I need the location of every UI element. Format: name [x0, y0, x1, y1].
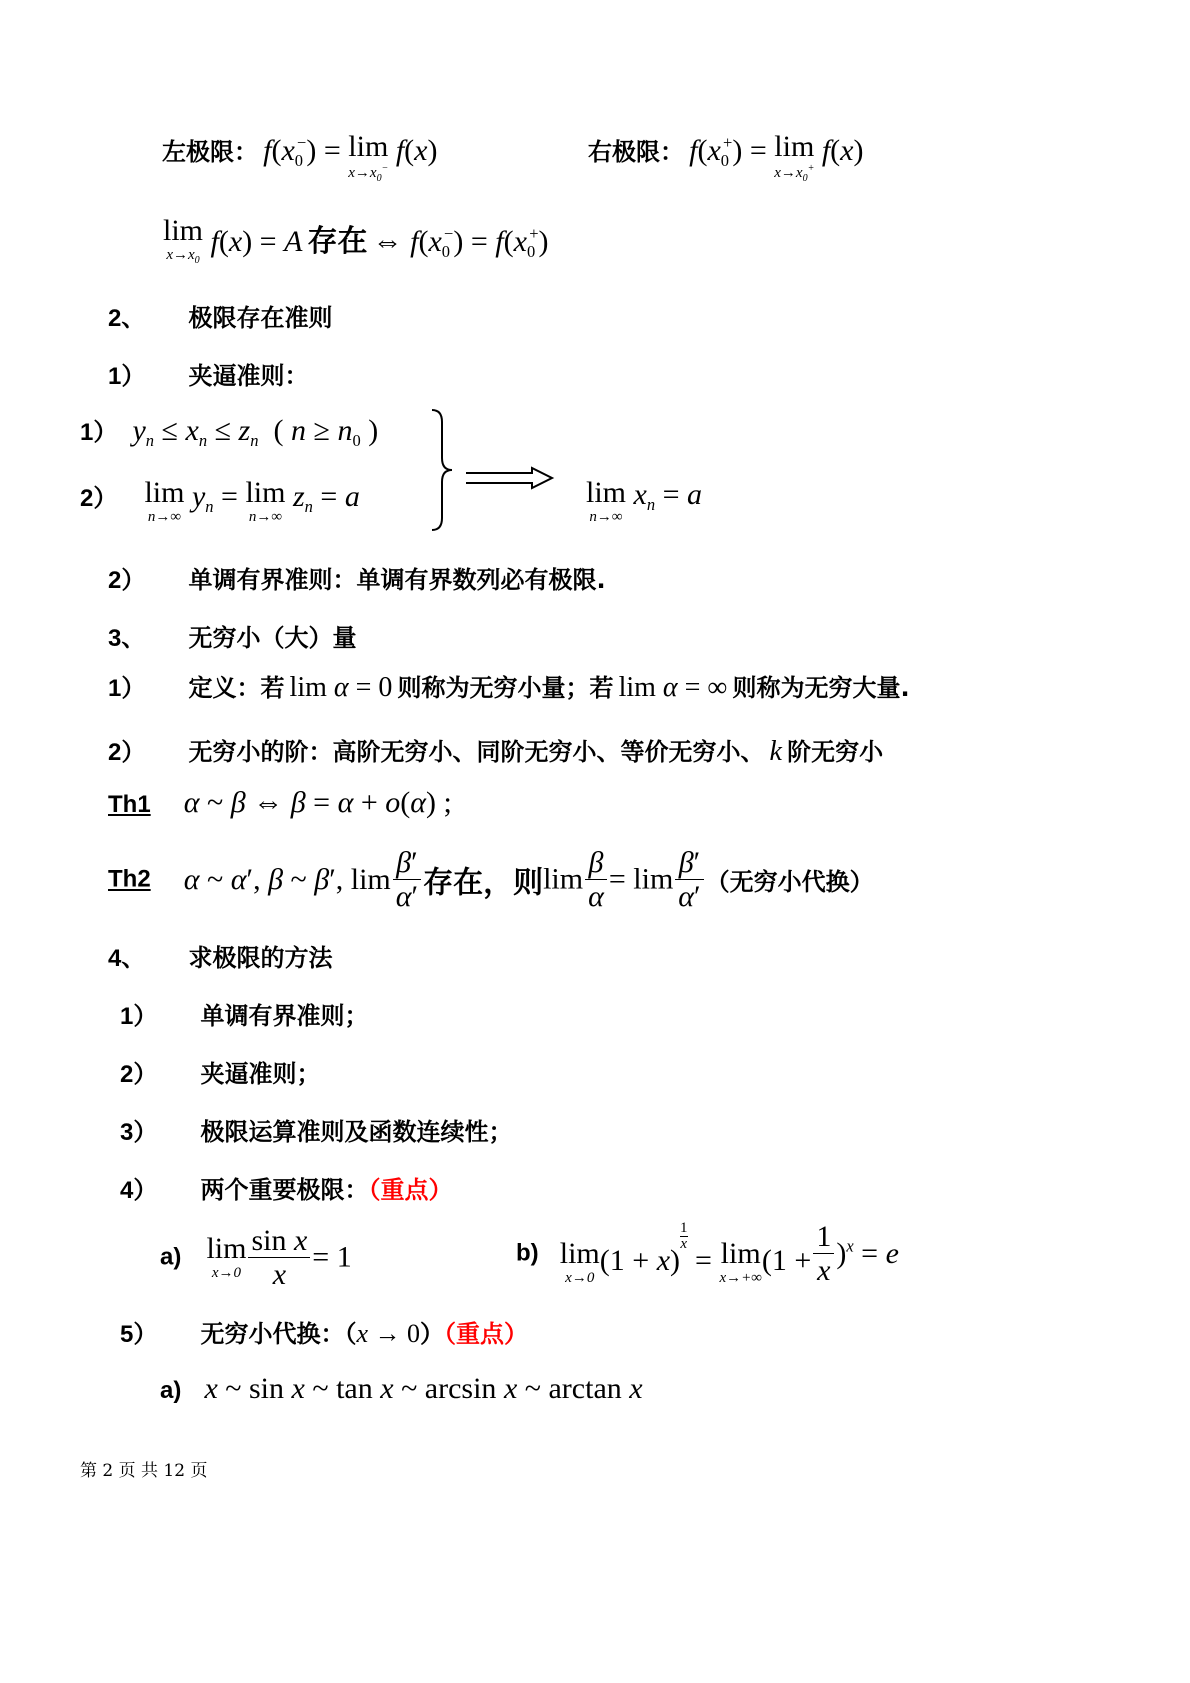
squeeze-heading	[108, 356, 308, 391]
lim-alpha-infinity: lim α = ∞	[618, 672, 728, 703]
order-text-b: 阶无穷小	[787, 738, 884, 766]
definition-text-a: 定义：若	[188, 674, 285, 702]
theorem-1-formula: α ~ β ⇔ β = α + o(α) ;	[183, 786, 452, 819]
limit-a-lim: lim x→0	[206, 1232, 247, 1281]
right-limit-label: 右极限：	[588, 138, 684, 166]
item-text: 极限运算准则及函数连续性；	[200, 1118, 513, 1146]
item-text: 无穷小代换：（	[200, 1320, 357, 1348]
item-text: 夹逼准则；	[200, 1060, 321, 1088]
monotone-bounded-line	[108, 560, 606, 595]
equivalence-formula: x ~ sin x ~ tan x ~ arcsin x ~ arctan x	[204, 1372, 643, 1405]
item-number: 2）	[108, 567, 146, 594]
theorem-2	[108, 846, 874, 913]
definition-text-b: 则称为无穷小量；若	[397, 674, 614, 702]
item-text: 单调有界准则：单调有界数列必有极限.	[188, 566, 606, 594]
exists-then-text: 存在，则	[423, 865, 544, 901]
section-title: 极限存在准则	[188, 304, 333, 332]
limit-b-formula-b: )$^x$ = e	[836, 1236, 899, 1270]
limit-a-result: = 1	[312, 1240, 352, 1274]
key-point-note: （重点）	[444, 1320, 528, 1348]
condition-2-formula: lim n→∞ $y_n = \lim$ n→∞ $z_n = a$	[144, 476, 360, 525]
item-number: 3）	[120, 1119, 158, 1146]
fraction: $\frac{\beta'}{\alpha'}$	[393, 846, 421, 913]
important-limit-a	[160, 1224, 352, 1291]
fraction: $\frac{\beta}{\alpha}$	[585, 846, 607, 913]
method-1	[120, 996, 368, 1031]
section-title: 求极限的方法	[188, 944, 333, 972]
theorem-1	[108, 786, 452, 820]
section-title: 无穷小（大）量	[188, 624, 357, 652]
left-limit-label: 左极限：	[162, 138, 258, 166]
right-limit-row	[588, 132, 864, 184]
infinitesimal-order	[108, 732, 883, 768]
page-footer: 第 2 页 共 12 页	[80, 1461, 208, 1481]
method-4	[120, 1170, 452, 1205]
sub-label: b)	[516, 1239, 539, 1267]
sub-label: a)	[160, 1377, 182, 1404]
condition-number: 1）	[80, 419, 118, 446]
section-4-heading	[108, 938, 332, 973]
item-number: 1）	[108, 363, 146, 390]
important-limit-b	[516, 1220, 899, 1287]
infinitesimal-definition	[108, 668, 910, 704]
right-limit-formula: $f(x_0^+) = \lim$ $x\to x_0^+$ f(x)	[689, 130, 864, 184]
k-symbol: k	[769, 736, 782, 767]
squeeze-condition-1	[80, 412, 378, 451]
right-brace-icon	[428, 408, 458, 532]
squeeze-conclusion	[586, 478, 702, 525]
theorem-2-lim: lim	[543, 862, 584, 896]
fraction: $\frac{1}{x}$	[813, 1220, 834, 1287]
x-to-zero: x → 0	[356, 1319, 420, 1348]
squeeze-condition-2	[80, 478, 360, 525]
section-number: 3、	[108, 625, 146, 652]
key-point-note: （重点）	[368, 1176, 453, 1204]
item-text-close: ）	[420, 1320, 444, 1348]
conclusion-formula: lim n→∞ $x_n = a$	[586, 476, 703, 525]
item-number: 1）	[108, 675, 146, 702]
condition-1-formula: $y_n \le x_n \le z_n$ ( $n \ge n_0$ )	[132, 414, 379, 450]
item-text: 单调有界准则；	[200, 1002, 369, 1030]
limit-b-formula-a: lim x→0 (1 + x) $^{\frac{1}{x}}$ = lim x→+∞ (1 +	[559, 1219, 812, 1287]
sub-label: a)	[160, 1243, 182, 1271]
order-text-a: 无穷小的阶：高阶无穷小、同阶无穷小、等价无穷小、	[188, 738, 765, 766]
section-number: 4、	[108, 945, 146, 972]
exists-word: 存在	[307, 224, 368, 259]
definition-text-c: 则称为无穷大量.	[732, 674, 910, 702]
method-5	[120, 1314, 528, 1349]
section-3-heading	[108, 618, 356, 653]
item-text: 两个重要极限：	[200, 1176, 369, 1204]
left-limit-formula: $f(x_0^-) = \lim$ $x\to x_0^-$ f(x)	[263, 130, 438, 184]
fraction: $\frac{\text{sin x}}{x}$	[248, 1224, 310, 1291]
lim-alpha-zero: lim α = 0	[289, 672, 393, 703]
implies-arrow-icon	[466, 466, 556, 490]
item-number: 2）	[108, 739, 146, 766]
item-number: 1）	[120, 1003, 158, 1030]
condition-number: 2）	[80, 485, 118, 512]
fraction: $\frac{\beta'}{\alpha'}$	[675, 846, 703, 913]
theorem-label: Th1	[108, 791, 151, 818]
item-title: 夹逼准则：	[188, 362, 309, 390]
section-2-heading	[108, 298, 332, 333]
method-2	[120, 1054, 320, 1089]
item-number: 5）	[120, 1321, 158, 1348]
method-3	[120, 1112, 512, 1147]
item-number: 4）	[120, 1177, 158, 1204]
equivalence-chain	[160, 1372, 643, 1406]
theorem-2-formula-a: α ~ α′, β ~ β′, lim	[183, 862, 391, 896]
item-number: 2）	[120, 1061, 158, 1088]
substitution-note: （无穷小代换）	[705, 868, 874, 896]
theorem-label: Th2	[108, 865, 151, 893]
limit-exists-formula-b: ⇔ $f(x_0^-) = f(x_0^+)$	[372, 224, 549, 261]
limit-exists-formula-a: lim $x\to x_0$ f(x) = A	[163, 214, 303, 266]
left-limit-row	[162, 132, 438, 184]
theorem-2-equals-lim: = lim	[608, 862, 674, 896]
section-number: 2、	[108, 305, 146, 332]
limit-exists-row	[163, 216, 549, 266]
